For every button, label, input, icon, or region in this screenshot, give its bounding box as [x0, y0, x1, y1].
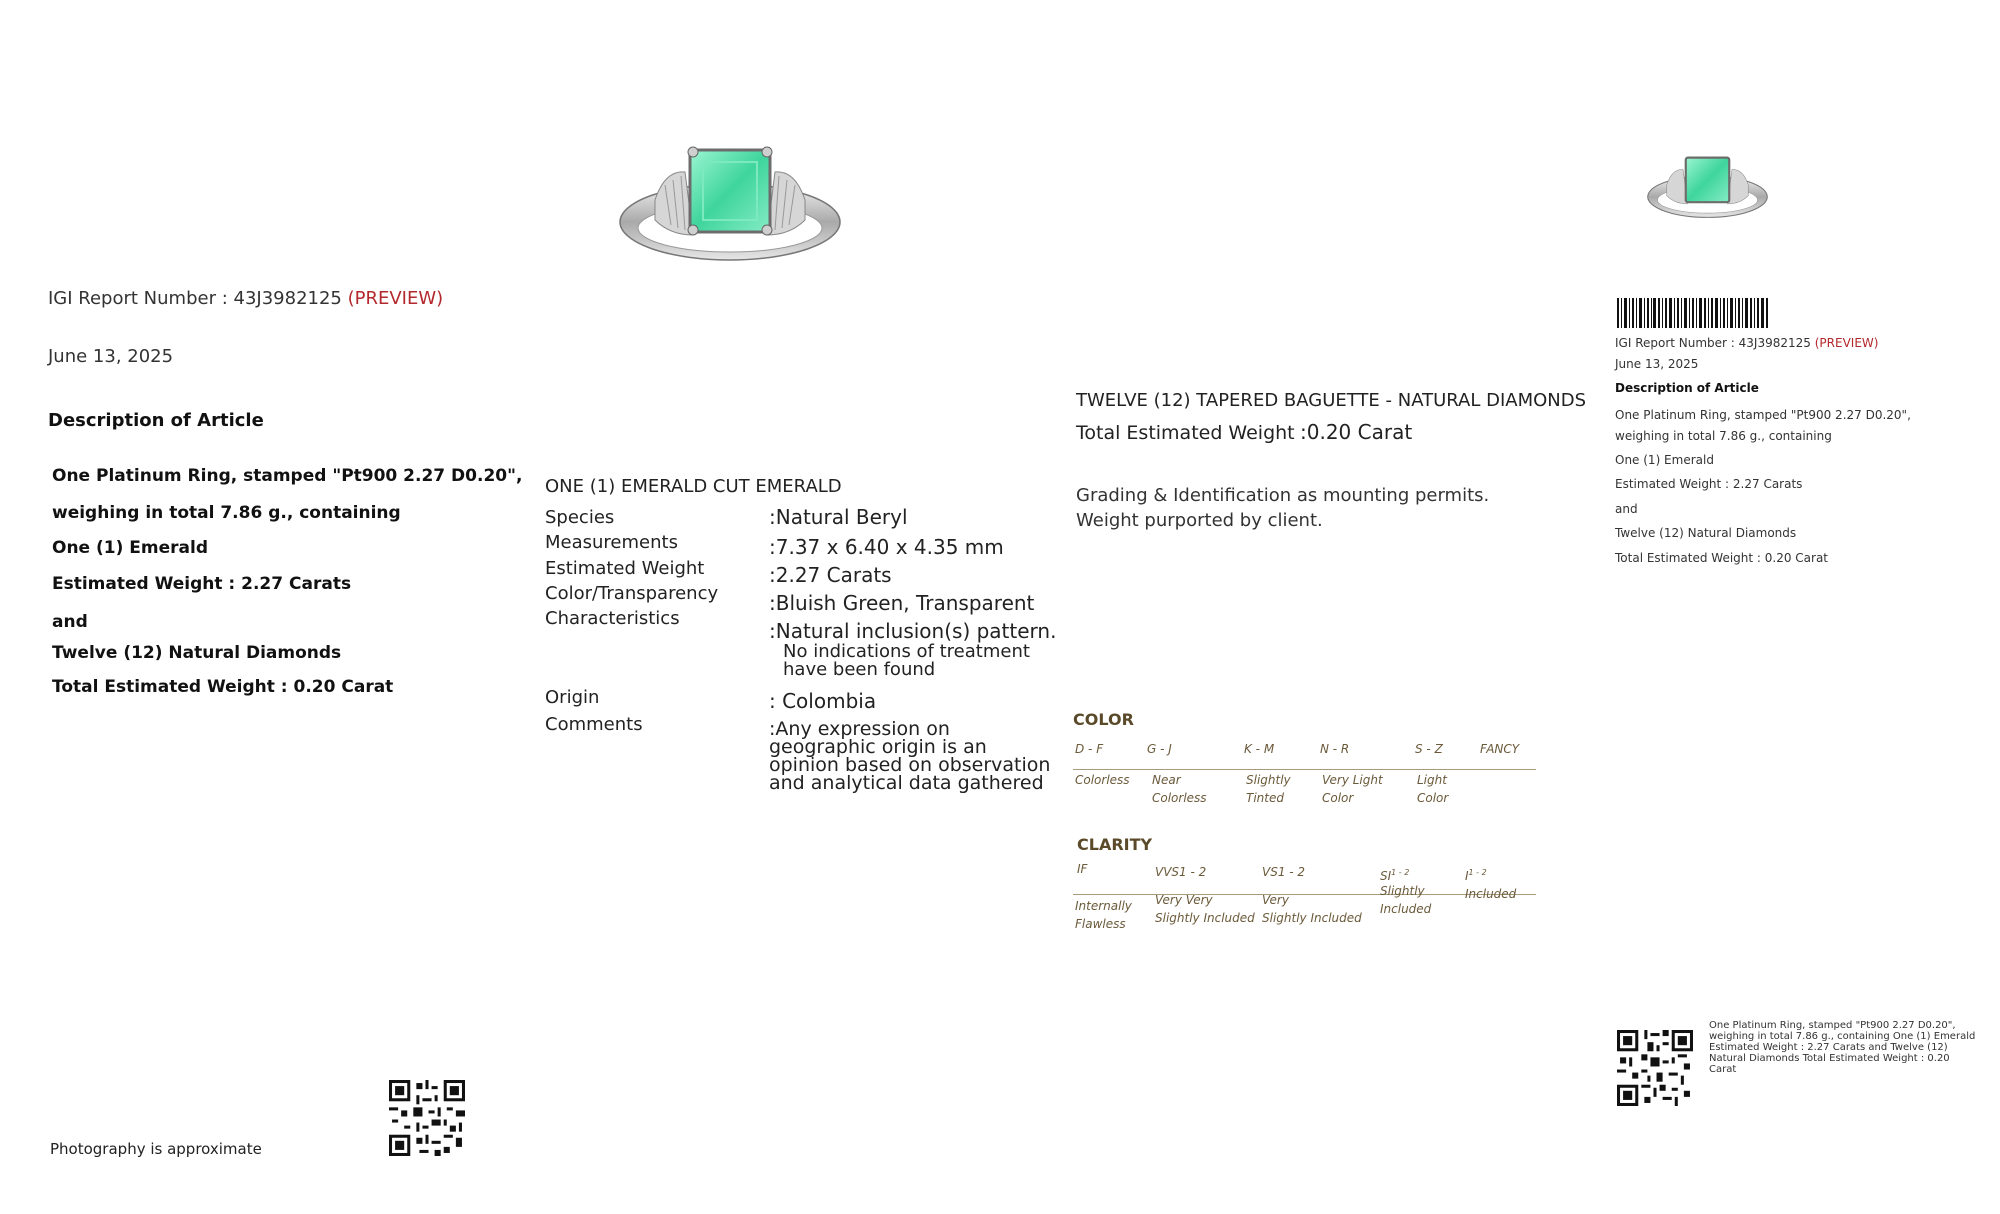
preview-desc-line: Twelve (12) Natural Diamonds — [1615, 526, 1797, 540]
spec-value: :Natural inclusion(s) pattern. — [769, 619, 1057, 643]
grading-note: Grading & Identification as mounting permits. Weight purported by client. — [1076, 485, 1490, 531]
preview-qr-code[interactable] — [1617, 1030, 1693, 1106]
preview-desc-line: One (1) Emerald — [1615, 453, 1714, 467]
diamonds-weight-label: Total Estimated Weight — [1076, 422, 1295, 444]
color-desc: Color — [1322, 791, 1354, 805]
report-date: June 13, 2025 — [48, 346, 174, 367]
emerald-title: ONE (1) EMERALD CUT EMERALD — [545, 476, 842, 497]
clarity-desc: Slightly Included — [1155, 911, 1255, 925]
description-line: weighing in total 7.86 g., containing — [52, 503, 401, 523]
preview-report-number — [1615, 336, 1878, 350]
color-desc: Light — [1417, 773, 1447, 787]
clarity-desc: Very Very — [1155, 893, 1213, 907]
diamonds-weight-value: :0.20 Carat — [1300, 420, 1413, 444]
clarity-grade-sup: 1 - 2 — [1468, 868, 1487, 877]
color-desc: Slightly — [1246, 773, 1291, 787]
spec-value: :Natural Beryl — [769, 505, 908, 529]
clarity-grade-base: SI — [1380, 869, 1392, 883]
preview-report-label: IGI Report Number : 43J3982125 — [1615, 336, 1811, 350]
color-grade: K - M — [1244, 742, 1275, 756]
description-line: Total Estimated Weight : 0.20 Carat — [52, 677, 394, 697]
preview-desc-line: Estimated Weight : 2.27 Carats — [1615, 477, 1803, 491]
clarity-grade: IF — [1077, 862, 1088, 876]
clarity-grade — [1465, 868, 1487, 883]
color-grade: G - J — [1147, 742, 1172, 756]
color-scale-line — [1073, 769, 1536, 770]
description-line: and — [52, 612, 88, 632]
clarity-desc: Flawless — [1075, 917, 1126, 931]
spec-value: :7.37 x 6.40 x 4.35 mm — [769, 535, 1004, 559]
description-line: One Platinum Ring, stamped "Pt900 2.27 D0.20", — [52, 466, 523, 486]
color-desc: Tinted — [1246, 791, 1284, 805]
color-scale-title: COLOR — [1073, 710, 1134, 729]
clarity-desc: Included — [1465, 887, 1517, 901]
color-desc: Colorless — [1152, 791, 1207, 805]
color-grade: S - Z — [1415, 742, 1443, 756]
clarity-desc: Slightly Included — [1262, 911, 1362, 925]
spec-label: Color/Transparency — [545, 583, 719, 604]
spec-label: Characteristics — [545, 608, 680, 629]
barcode — [1617, 298, 1769, 328]
spec-value: :2.27 Carats — [769, 563, 892, 587]
spec-value: : Colombia — [769, 689, 877, 713]
color-grade: FANCY — [1480, 742, 1520, 756]
color-grade: N - R — [1320, 742, 1350, 756]
spec-value: :Bluish Green, Transparent — [769, 591, 1035, 615]
spec-label: Species — [545, 507, 615, 528]
clarity-desc: Slightly — [1380, 884, 1425, 898]
ring-photo — [615, 140, 845, 270]
spec-value: :Any expression on geographic origin is an opinion based on observation and analytical data gathered — [769, 718, 1051, 794]
spec-value-extra: No indications of treatment have been found — [783, 641, 1030, 680]
color-desc: Color — [1417, 791, 1449, 805]
preview-desc-line: and — [1615, 502, 1638, 516]
clarity-grade-base: I — [1465, 869, 1469, 883]
clarity-grade: VVS1 - 2 — [1155, 865, 1207, 879]
color-desc: Colorless — [1075, 773, 1130, 787]
preview-desc-line: weighing in total 7.86 g., containing — [1615, 429, 1832, 443]
clarity-desc: Included — [1380, 902, 1432, 916]
report-number-label: IGI Report Number : 43J3982125 — [48, 288, 342, 309]
ring-thumbnail — [1645, 150, 1770, 225]
preview-desc-line: Total Estimated Weight : 0.20 Carat — [1615, 551, 1829, 565]
spec-label: Origin — [545, 687, 600, 708]
description-line: Estimated Weight : 2.27 Carats — [52, 574, 352, 594]
preview-qr-caption: One Platinum Ring, stamped "Pt900 2.27 D0.20", weighing in total 7.86 g., containing One (1) Emerald Estimated Weight : 2.27 Carats and Twelve (12) Natural Diamonds Total Estimated Weight : 0.20 Carat — [1709, 1020, 1976, 1075]
spec-label: Measurements — [545, 532, 678, 553]
report-number — [48, 288, 443, 309]
diamonds-title: TWELVE (12) TAPERED BAGUETTE - NATURAL DIAMONDS — [1076, 390, 1587, 411]
clarity-grade: VS1 - 2 — [1262, 865, 1306, 879]
preview-date: June 13, 2025 — [1615, 357, 1699, 371]
qr-code[interactable] — [389, 1080, 465, 1156]
description-line: One (1) Emerald — [52, 538, 208, 558]
clarity-desc: Internally — [1075, 899, 1132, 913]
clarity-desc: Very — [1262, 893, 1289, 907]
preview-tag: (PREVIEW) — [347, 288, 444, 309]
preview-desc-title: Description of Article — [1615, 381, 1759, 395]
preview-desc-line: One Platinum Ring, stamped "Pt900 2.27 D0.20", — [1615, 408, 1911, 422]
photography-note: Photography is approximate — [50, 1140, 262, 1158]
color-desc: Very Light — [1322, 773, 1383, 787]
clarity-scale-title: CLARITY — [1077, 835, 1153, 854]
description-title: Description of Article — [48, 410, 264, 431]
preview-tag: (PREVIEW) — [1814, 336, 1879, 350]
spec-label: Estimated Weight — [545, 558, 705, 579]
description-line: Twelve (12) Natural Diamonds — [52, 643, 342, 663]
color-grade: D - F — [1075, 742, 1104, 756]
color-desc: Near — [1152, 773, 1181, 787]
clarity-grade-sup: 1 - 2 — [1391, 868, 1410, 877]
spec-label: Comments — [545, 714, 643, 735]
clarity-grade — [1380, 868, 1409, 883]
